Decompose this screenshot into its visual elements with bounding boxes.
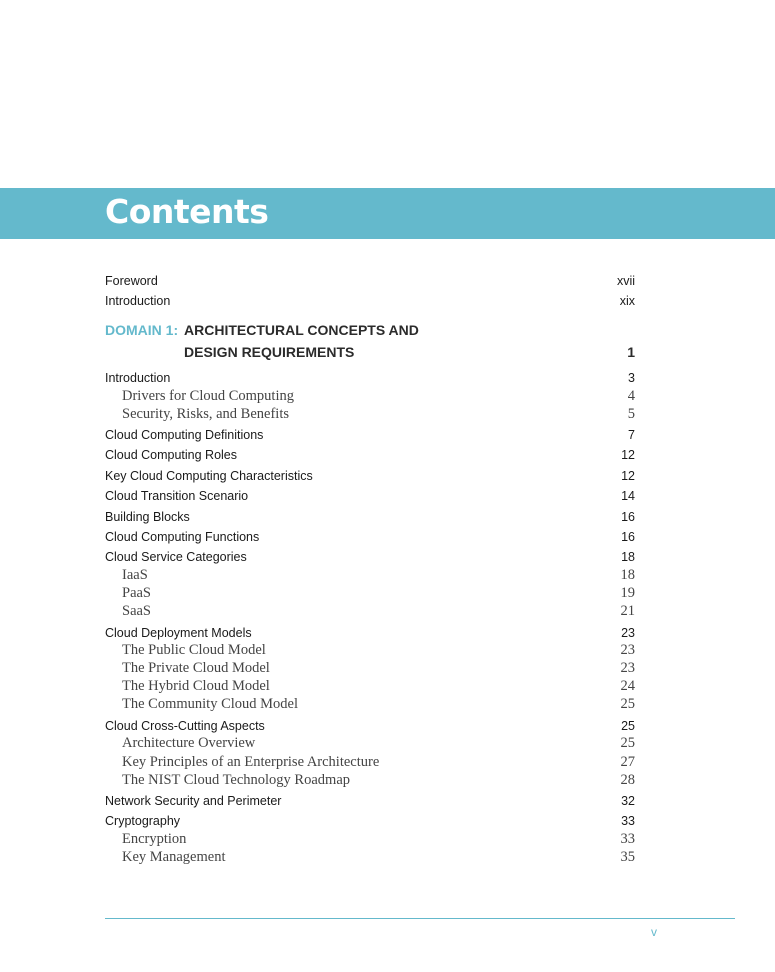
toc-entry-foreword[interactable] <box>105 274 635 292</box>
toc-entry-label: SaaS <box>122 603 151 619</box>
toc-entry-label: The Community Cloud Model <box>122 696 299 712</box>
toc-entry-page: 23 <box>620 642 635 658</box>
toc-entry-page: 24 <box>620 678 635 694</box>
toc-entry-label: Introduction <box>105 371 171 385</box>
toc-subentry[interactable] <box>105 772 635 790</box>
toc-entry-label: Security, Risks, and Benefits <box>122 406 289 422</box>
toc-entry[interactable] <box>105 469 635 487</box>
toc-entry-label: The Private Cloud Model <box>122 660 270 676</box>
toc-entry-label: Cloud Computing Functions <box>105 530 260 544</box>
toc-entry-label: Cryptography <box>105 814 181 828</box>
toc-entry-page: xix <box>619 294 635 308</box>
contents-banner <box>0 188 775 239</box>
toc-subentry[interactable] <box>105 406 635 424</box>
toc-entry[interactable] <box>105 489 635 507</box>
page-number: v <box>651 925 657 939</box>
toc-entry-page: 18 <box>620 567 635 583</box>
toc-subentry[interactable] <box>105 678 635 696</box>
toc-entry-page: 33 <box>620 831 635 847</box>
domain-title-line-2: DESIGN REQUIREMENTS <box>184 344 355 360</box>
toc-entry-page: 19 <box>620 585 635 601</box>
domain-page-number: 1 <box>627 344 635 360</box>
toc-entry-label: The NIST Cloud Technology Roadmap <box>122 772 351 788</box>
toc-entry[interactable] <box>105 371 635 389</box>
toc-entry-page: 12 <box>621 448 635 462</box>
toc-entry-page: 12 <box>621 469 635 483</box>
toc-subentry[interactable] <box>105 735 635 753</box>
toc-entry-label: Cloud Transition Scenario <box>105 489 249 503</box>
toc-entry-label: Network Security and Perimeter <box>105 794 282 808</box>
page-title: Contents <box>105 192 269 231</box>
toc-entry-page: 3 <box>628 371 635 385</box>
toc-subentry[interactable] <box>105 754 635 772</box>
toc-entry-label: The Public Cloud Model <box>122 642 266 658</box>
toc-entry[interactable] <box>105 814 635 832</box>
toc-subentry[interactable] <box>105 831 635 849</box>
toc-entry-label: Cloud Service Categories <box>105 550 247 564</box>
toc-entry-page: 18 <box>621 550 635 564</box>
toc-entry-label: Cloud Computing Definitions <box>105 428 264 442</box>
domain-number: DOMAIN 1: <box>105 322 179 338</box>
toc-entry-page: 23 <box>620 660 635 676</box>
toc-entry-page: 33 <box>621 814 635 828</box>
toc-entry-introduction[interactable] <box>105 294 635 312</box>
toc-entry-label: Introduction <box>105 294 171 308</box>
toc-entry-label: Architecture Overview <box>122 735 256 751</box>
toc-entry[interactable] <box>105 794 635 812</box>
toc-entry[interactable] <box>105 428 635 446</box>
toc-subentry[interactable] <box>105 603 635 621</box>
toc-subentry[interactable] <box>105 567 635 585</box>
domain-title-line-1: ARCHITECTURAL CONCEPTS AND <box>184 322 419 338</box>
toc-entry-page: 21 <box>620 603 635 619</box>
toc-entry-page: 16 <box>621 510 635 524</box>
toc-entry-label: Cloud Computing Roles <box>105 448 238 462</box>
toc-subentry[interactable] <box>105 849 635 867</box>
toc-entry[interactable] <box>105 530 635 548</box>
toc-entry-label: Encryption <box>122 831 187 847</box>
footer-divider <box>105 918 735 919</box>
toc-entry-label: Cloud Deployment Models <box>105 626 252 640</box>
toc-subentry[interactable] <box>105 388 635 406</box>
toc-entry[interactable] <box>105 510 635 528</box>
toc-entry-label: Key Management <box>122 849 226 865</box>
toc-subentry[interactable] <box>105 642 635 660</box>
toc-entry-label: Building Blocks <box>105 510 190 524</box>
toc-entry-page: 28 <box>620 772 635 788</box>
toc-entry-page: 23 <box>621 626 635 640</box>
toc-subentry[interactable] <box>105 585 635 603</box>
toc-entry-label: Foreword <box>105 274 158 288</box>
toc-entry-page: 25 <box>620 696 635 712</box>
toc-entry-page: 35 <box>620 849 635 865</box>
toc-entry-page: 25 <box>621 719 635 733</box>
toc-entry-page: 4 <box>627 388 635 404</box>
toc-entry-page: 7 <box>628 428 635 442</box>
toc-entry-label: Key Cloud Computing Characteristics <box>105 469 313 483</box>
toc-subentry[interactable] <box>105 660 635 678</box>
toc-entry-label: Cloud Cross-Cutting Aspects <box>105 719 265 733</box>
toc-entry-page: 25 <box>620 735 635 751</box>
toc-entry[interactable] <box>105 550 635 568</box>
toc-entry-label: PaaS <box>122 585 151 601</box>
toc-entry-page: 32 <box>621 794 635 808</box>
toc-entry-label: Key Principles of an Enterprise Architecture <box>122 754 380 770</box>
toc-entry-label: IaaS <box>122 567 148 583</box>
toc-entry[interactable] <box>105 448 635 466</box>
toc-entry-label: Drivers for Cloud Computing <box>122 388 294 404</box>
toc-entry-page: 27 <box>620 754 635 770</box>
toc-entry-page: 14 <box>621 489 635 503</box>
toc-entry-page: 16 <box>621 530 635 544</box>
toc-entry-page: xvii <box>616 274 635 288</box>
toc-entry-page: 5 <box>627 406 635 422</box>
toc-subentry[interactable] <box>105 696 635 714</box>
toc-entry-label: The Hybrid Cloud Model <box>122 678 270 694</box>
